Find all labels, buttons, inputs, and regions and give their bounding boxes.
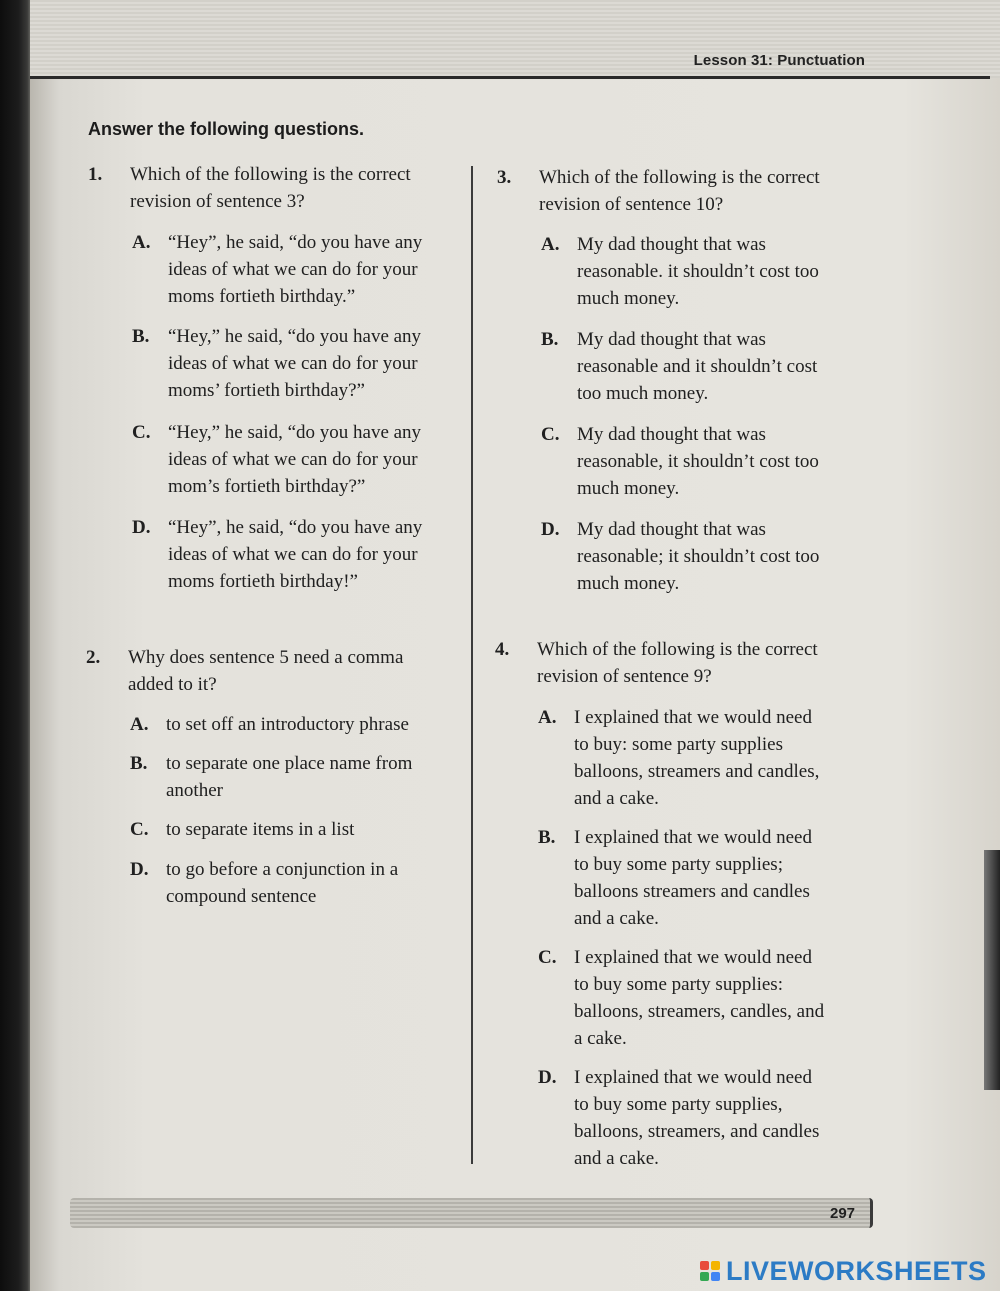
option-text: My dad thought that was reasonable. it shouldn’t cost too much money. bbox=[577, 234, 819, 309]
worksheet-page bbox=[30, 0, 1000, 1291]
option-text: My dad thought that was reasonable, it shouldn’t cost too much money. bbox=[577, 424, 819, 499]
question-number: 1. bbox=[88, 164, 103, 185]
option-letter: C. bbox=[541, 424, 560, 445]
logo-square-yellow bbox=[711, 1261, 720, 1270]
lesson-title: Lesson 31: Punctuation bbox=[693, 52, 865, 69]
option-letter: D. bbox=[538, 1067, 557, 1088]
question-number: 2. bbox=[86, 647, 101, 668]
option-text: to set off an introductory phrase bbox=[166, 714, 409, 735]
option-letter: B. bbox=[538, 827, 556, 848]
question-text: Which of the following is the correct revision of sentence 9? bbox=[537, 639, 818, 687]
logo-square-red bbox=[700, 1261, 709, 1270]
option-letter: A. bbox=[538, 707, 557, 728]
option-letter: C. bbox=[130, 819, 149, 840]
option-letter: B. bbox=[132, 326, 150, 347]
option-text: My dad thought that was reasonable and it shouldn’t cost too much money. bbox=[577, 329, 818, 404]
option-letter: B. bbox=[130, 753, 148, 774]
question-text: Which of the following is the correct revision of sentence 10? bbox=[539, 167, 820, 215]
watermark-text: LIVEWORKSHEETS bbox=[726, 1255, 987, 1286]
option-letter: D. bbox=[132, 517, 151, 538]
footer-bar bbox=[70, 1198, 873, 1228]
option-letter: B. bbox=[541, 329, 559, 350]
question-text: Why does sentence 5 need a comma added to it? bbox=[128, 647, 404, 695]
option-text: “Hey”, he said, “do you have any ideas of what we can do for your moms fortieth birthday.” bbox=[168, 232, 423, 307]
question-number: 3. bbox=[497, 167, 512, 188]
logo-square-blue bbox=[711, 1272, 720, 1281]
liveworksheets-watermark bbox=[700, 1257, 987, 1285]
option-text: I explained that we would need to buy: some party supplies balloons, streamers and candles, and a cake. bbox=[574, 707, 820, 809]
option-text: to separate one place name from another bbox=[166, 753, 413, 801]
option-letter: C. bbox=[132, 422, 151, 443]
option-text: My dad thought that was reasonable; it shouldn’t cost too much money. bbox=[577, 519, 820, 594]
option-text: I explained that we would need to buy some party supplies, balloons, streamers, and candles and a cake. bbox=[574, 1067, 820, 1169]
option-text: to go before a conjunction in a compound sentence bbox=[166, 859, 399, 907]
option-text: to separate items in a list bbox=[166, 819, 355, 840]
header-rule bbox=[30, 76, 990, 79]
question-text: Which of the following is the correct revision of sentence 3? bbox=[130, 164, 411, 212]
option-letter: A. bbox=[132, 232, 151, 253]
option-letter: D. bbox=[541, 519, 560, 540]
logo-square-green bbox=[700, 1272, 709, 1281]
option-letter: A. bbox=[541, 234, 560, 255]
question-number: 4. bbox=[495, 639, 510, 660]
option-letter: C. bbox=[538, 947, 557, 968]
page-number: 297 bbox=[830, 1205, 856, 1222]
option-text: “Hey,” he said, “do you have any ideas of what we can do for your moms’ fortieth birthday?” bbox=[168, 326, 422, 401]
scan-edge-shadow bbox=[984, 850, 1000, 1090]
option-text: I explained that we would need to buy some party supplies; balloons streamers and candles and a cake. bbox=[574, 827, 812, 929]
column-divider bbox=[471, 166, 473, 1164]
instructions-heading: Answer the following questions. bbox=[88, 119, 365, 139]
option-letter: D. bbox=[130, 859, 149, 880]
option-letter: A. bbox=[130, 714, 149, 735]
scanner-shadow bbox=[0, 0, 34, 1291]
option-text: I explained that we would need to buy some party supplies: balloons, streamers, candles, and a cake. bbox=[574, 947, 825, 1049]
liveworksheets-logo-icon bbox=[700, 1261, 720, 1281]
option-text: “Hey”, he said, “do you have any ideas of what we can do for your moms fortieth birthday!” bbox=[168, 517, 423, 592]
option-text: “Hey,” he said, “do you have any ideas of what we can do for your mom’s fortieth birthday?” bbox=[168, 422, 422, 497]
